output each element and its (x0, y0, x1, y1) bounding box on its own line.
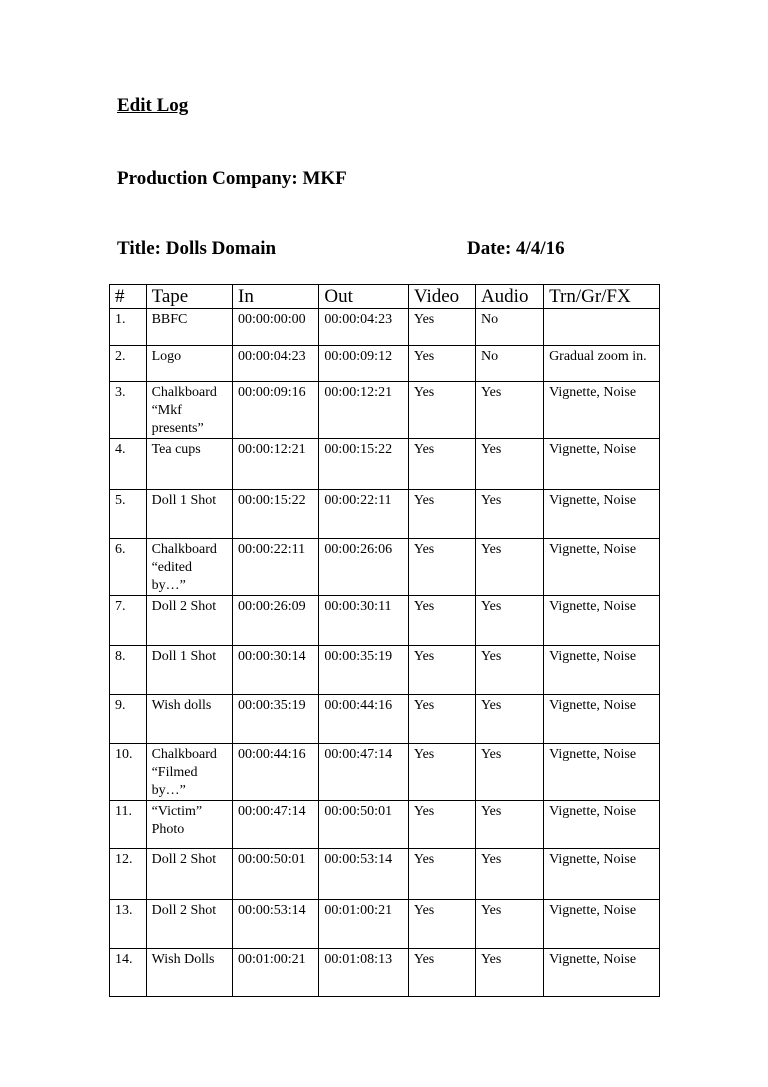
cell-video: Yes (408, 539, 475, 596)
cell-number: 10. (110, 744, 147, 801)
cell-audio: Yes (475, 801, 543, 849)
cell-video: Yes (408, 801, 475, 849)
cell-tape: Logo (146, 346, 232, 382)
cell-out: 00:00:53:14 (319, 849, 408, 900)
cell-out: 00:01:00:21 (319, 900, 408, 949)
table-row (110, 646, 660, 695)
cell-fx: Vignette, Noise (544, 744, 660, 801)
cell-number: 5. (110, 490, 147, 539)
cell-out: 00:00:35:19 (319, 646, 408, 695)
cell-video: Yes (408, 439, 475, 490)
cell-in: 00:00:35:19 (233, 695, 319, 744)
cell-audio: Yes (475, 744, 543, 801)
cell-number: 3. (110, 382, 147, 439)
cell-video: Yes (408, 346, 475, 382)
cell-tape: Doll 1 Shot (146, 490, 232, 539)
cell-number: 4. (110, 439, 147, 490)
table-row (110, 949, 660, 997)
cell-tape: “Victim” Photo (146, 801, 232, 849)
cell-video: Yes (408, 646, 475, 695)
cell-out: 00:00:04:23 (319, 309, 408, 346)
cell-number: 11. (110, 801, 147, 849)
cell-tape: Doll 2 Shot (146, 900, 232, 949)
column-header-video: Video (408, 285, 475, 309)
cell-in: 00:00:50:01 (233, 849, 319, 900)
table-header-row (110, 285, 660, 309)
cell-fx (544, 309, 660, 346)
cell-tape: Chalkboard “Mkf presents” (146, 382, 232, 439)
cell-number: 2. (110, 346, 147, 382)
cell-audio: No (475, 309, 543, 346)
edit-log-table (109, 284, 660, 997)
table-row (110, 490, 660, 539)
cell-fx: Vignette, Noise (544, 596, 660, 646)
cell-out: 00:00:30:11 (319, 596, 408, 646)
cell-fx: Vignette, Noise (544, 439, 660, 490)
cell-in: 00:00:22:11 (233, 539, 319, 596)
cell-out: 00:01:08:13 (319, 949, 408, 997)
cell-audio: Yes (475, 900, 543, 949)
cell-out: 00:00:44:16 (319, 695, 408, 744)
cell-out: 00:00:15:22 (319, 439, 408, 490)
cell-tape: BBFC (146, 309, 232, 346)
cell-number: 14. (110, 949, 147, 997)
cell-video: Yes (408, 695, 475, 744)
cell-audio: Yes (475, 695, 543, 744)
cell-in: 00:00:53:14 (233, 900, 319, 949)
cell-video: Yes (408, 596, 475, 646)
cell-audio: Yes (475, 382, 543, 439)
cell-tape: Wish dolls (146, 695, 232, 744)
cell-fx: Vignette, Noise (544, 849, 660, 900)
table-row (110, 309, 660, 346)
cell-fx: Gradual zoom in. (544, 346, 660, 382)
date-heading: Date: 4/4/16 (467, 238, 565, 259)
cell-audio: Yes (475, 646, 543, 695)
table-row (110, 900, 660, 949)
cell-in: 00:00:00:00 (233, 309, 319, 346)
cell-number: 6. (110, 539, 147, 596)
cell-in: 00:00:12:21 (233, 439, 319, 490)
table-row (110, 439, 660, 490)
cell-tape: Doll 2 Shot (146, 849, 232, 900)
cell-fx: Vignette, Noise (544, 900, 660, 949)
cell-number: 1. (110, 309, 147, 346)
cell-audio: No (475, 346, 543, 382)
cell-out: 00:00:22:11 (319, 490, 408, 539)
column-header-out: Out (319, 285, 408, 309)
cell-in: 00:00:04:23 (233, 346, 319, 382)
cell-audio: Yes (475, 849, 543, 900)
cell-out: 00:00:09:12 (319, 346, 408, 382)
edit-log-heading: Edit Log (117, 95, 189, 116)
table-row (110, 744, 660, 801)
production-company-heading: Production Company: MKF (117, 168, 347, 189)
cell-fx: Vignette, Noise (544, 949, 660, 997)
table-row (110, 539, 660, 596)
column-header-audio: Audio (475, 285, 543, 309)
cell-number: 12. (110, 849, 147, 900)
cell-fx: Vignette, Noise (544, 490, 660, 539)
column-header-in: In (233, 285, 319, 309)
cell-in: 00:01:00:21 (233, 949, 319, 997)
cell-fx: Vignette, Noise (544, 382, 660, 439)
cell-audio: Yes (475, 439, 543, 490)
cell-tape: Chalkboard “edited by…” (146, 539, 232, 596)
cell-video: Yes (408, 490, 475, 539)
title-heading: Title: Dolls Domain (117, 238, 277, 259)
table-row (110, 596, 660, 646)
cell-in: 00:00:26:09 (233, 596, 319, 646)
cell-number: 9. (110, 695, 147, 744)
cell-in: 00:00:30:14 (233, 646, 319, 695)
cell-out: 00:00:26:06 (319, 539, 408, 596)
cell-tape: Doll 1 Shot (146, 646, 232, 695)
cell-in: 00:00:44:16 (233, 744, 319, 801)
cell-video: Yes (408, 949, 475, 997)
cell-tape: Doll 2 Shot (146, 596, 232, 646)
cell-video: Yes (408, 849, 475, 900)
table-row (110, 346, 660, 382)
cell-tape: Chalkboard “Filmed by…” (146, 744, 232, 801)
cell-audio: Yes (475, 949, 543, 997)
cell-out: 00:00:12:21 (319, 382, 408, 439)
cell-number: 8. (110, 646, 147, 695)
column-header-tape: Tape (146, 285, 232, 309)
column-header-trn-gr-fx: Trn/Gr/FX (544, 285, 660, 309)
column-header-number: # (110, 285, 147, 309)
cell-audio: Yes (475, 539, 543, 596)
table-row (110, 801, 660, 849)
table-row (110, 695, 660, 744)
cell-video: Yes (408, 744, 475, 801)
cell-out: 00:00:50:01 (319, 801, 408, 849)
cell-tape: Tea cups (146, 439, 232, 490)
cell-in: 00:00:15:22 (233, 490, 319, 539)
cell-video: Yes (408, 309, 475, 346)
cell-in: 00:00:09:16 (233, 382, 319, 439)
cell-tape: Wish Dolls (146, 949, 232, 997)
cell-fx: Vignette, Noise (544, 646, 660, 695)
cell-video: Yes (408, 900, 475, 949)
cell-fx: Vignette, Noise (544, 539, 660, 596)
cell-fx: Vignette, Noise (544, 695, 660, 744)
cell-number: 13. (110, 900, 147, 949)
table-row (110, 382, 660, 439)
cell-fx: Vignette, Noise (544, 801, 660, 849)
table-row (110, 849, 660, 900)
cell-audio: Yes (475, 596, 543, 646)
cell-number: 7. (110, 596, 147, 646)
cell-in: 00:00:47:14 (233, 801, 319, 849)
cell-audio: Yes (475, 490, 543, 539)
cell-out: 00:00:47:14 (319, 744, 408, 801)
cell-video: Yes (408, 382, 475, 439)
